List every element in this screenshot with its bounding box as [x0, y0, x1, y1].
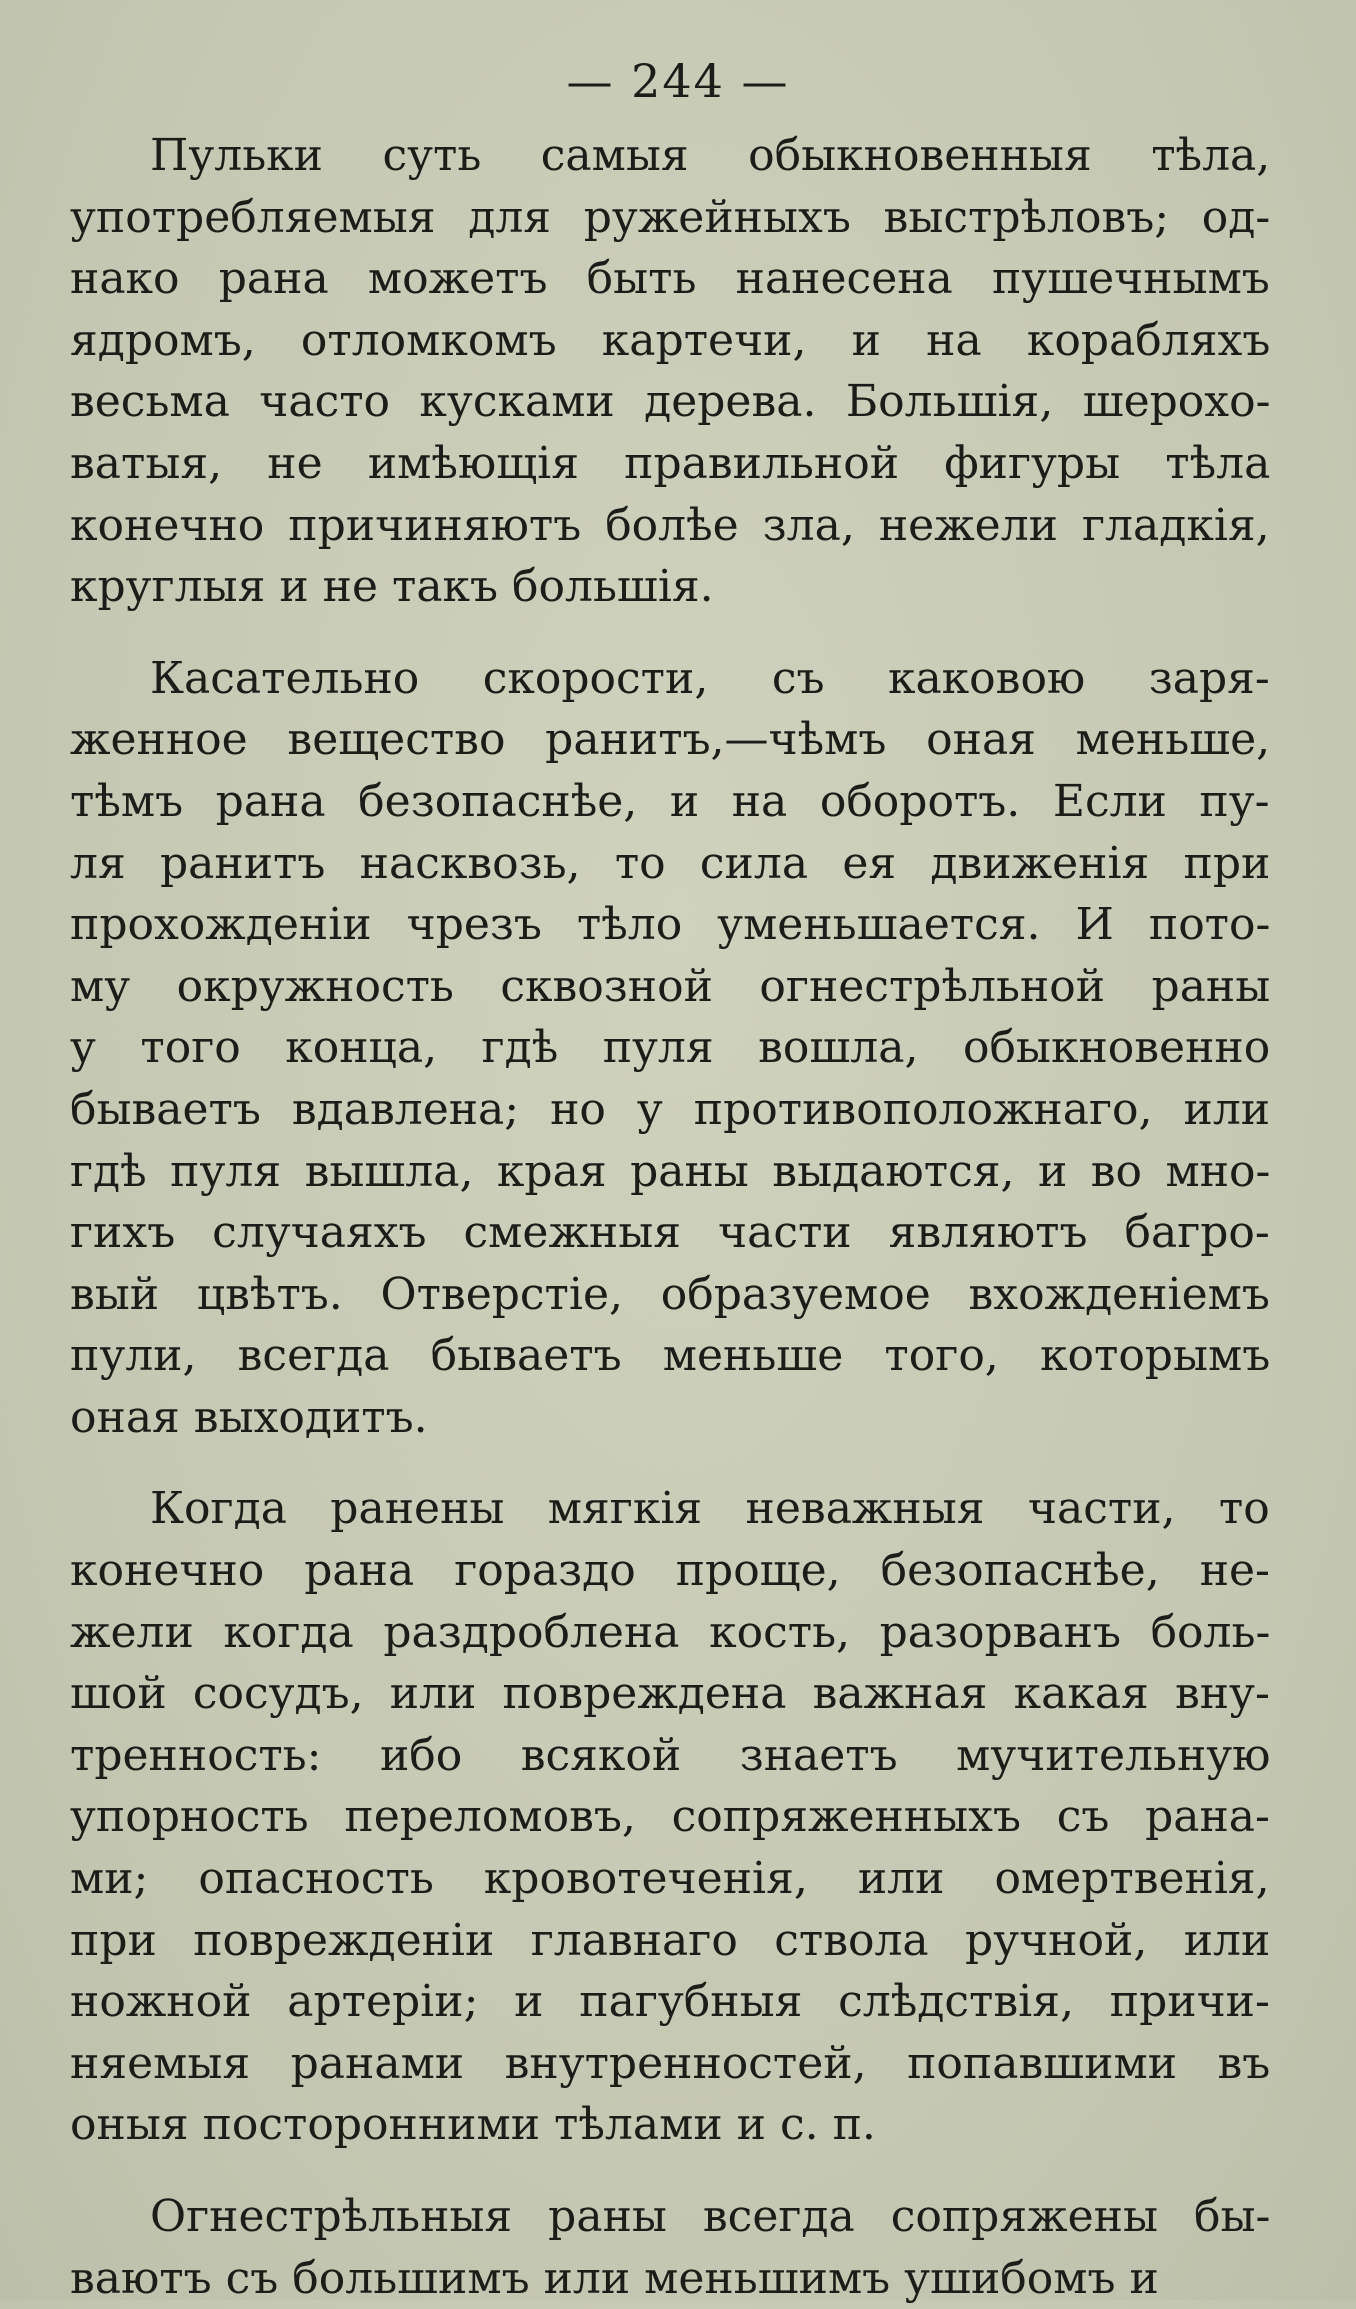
text-line: женное вещество ранитъ,—чѣмъ оная меньше,	[70, 714, 1271, 766]
text-line: употребляемыя для ружейныхъ выстрѣловъ; од-	[70, 191, 1271, 243]
text-line: Огнестрѣльныя раны всегда сопряжены бы-	[150, 2191, 1271, 2242]
text-line: гихъ случаяхъ смежныя части являютъ багро-	[70, 1207, 1270, 1259]
body-text	[70, 125, 1270, 2309]
text-line: ми; опасность кровотеченія, или омертвенія,	[70, 1853, 1270, 1905]
text-line: бываетъ вдавлена; но у противоположнаго, или	[70, 1083, 1271, 1135]
page-number: — 244 —	[566, 54, 790, 108]
text-line: пули, всегда бываетъ меньше того, которымъ	[70, 1330, 1271, 1382]
text-line: тренность: ибо всякой знаетъ мучительную	[70, 1729, 1271, 1781]
text-line: вый цвѣтъ. Отверстіе, образуемое вхожденіемъ	[70, 1268, 1270, 1320]
text-line: шой сосудъ, или повреждена важная какая вну-	[70, 1668, 1270, 1720]
text-line: тѣмъ рана безопаснѣе, и на оборотъ. Если пу-	[70, 775, 1270, 827]
text-line: прохожденіи чрезъ тѣло уменьшается. И пото-	[70, 899, 1271, 951]
text-line: ватыя, не имѣющія правильной фигуры тѣла	[70, 437, 1271, 489]
text-line: му окружность сквозной огнестрѣльной раны	[70, 960, 1271, 1012]
text-line: конечно причиняютъ болѣе зла, нежели гладкія,	[70, 499, 1270, 551]
text-line: оныя посторонними тѣлами и с. п.	[70, 2099, 876, 2151]
text-line: у того конца, гдѣ пуля вошла, обыкновенно	[70, 1022, 1271, 1074]
text-line: жели когда раздроблена кость, разорванъ боль-	[70, 1606, 1271, 1658]
text-line: ля ранитъ насквозь, то сила ея движенія при	[70, 837, 1271, 889]
text-line: ножной артеріи; и пагубныя слѣдствія, причи-	[70, 1976, 1270, 2028]
text-line: гдѣ пуля вышла, края раны выдаются, и во мно-	[70, 1145, 1271, 1197]
text-line: Когда ранены мягкія неважныя части, то	[150, 1483, 1270, 1535]
text-line: оная выходитъ.	[70, 1391, 428, 1443]
paragraph-bullets	[70, 125, 1270, 618]
text-line: конечно рана гораздо проще, безопаснѣе, не-	[70, 1545, 1270, 1597]
text-line: ядромъ, отломкомъ картечи, и на корабляхъ	[70, 314, 1271, 366]
text-line: нако рана можетъ быть нанесена пушечнымъ	[70, 253, 1270, 305]
text-line: няемыя ранами внутренностей, попавшими въ	[70, 2037, 1271, 2089]
paragraph-gunshot-wounds	[70, 2186, 1270, 2309]
text-line: ваютъ съ большимъ или меньшимъ ушибомъ и	[70, 2252, 1159, 2304]
text-line: Пульки суть самыя обыкновенныя тѣла,	[150, 130, 1271, 181]
text-line: упорность переломовъ, сопряженныхъ съ рана-	[70, 1791, 1270, 1843]
text-line: круглыя и не такъ большія.	[70, 561, 714, 613]
text-line: Касательно скорости, съ каковою заря-	[150, 652, 1270, 704]
paragraph-soft-parts	[70, 1478, 1270, 2156]
text-line: при поврежденіи главнаго ствола ручной, или	[70, 1914, 1271, 1966]
text-line: весьма часто кусками дерева. Большія, шерохо-	[70, 376, 1271, 428]
paragraph-velocity	[70, 648, 1270, 1449]
